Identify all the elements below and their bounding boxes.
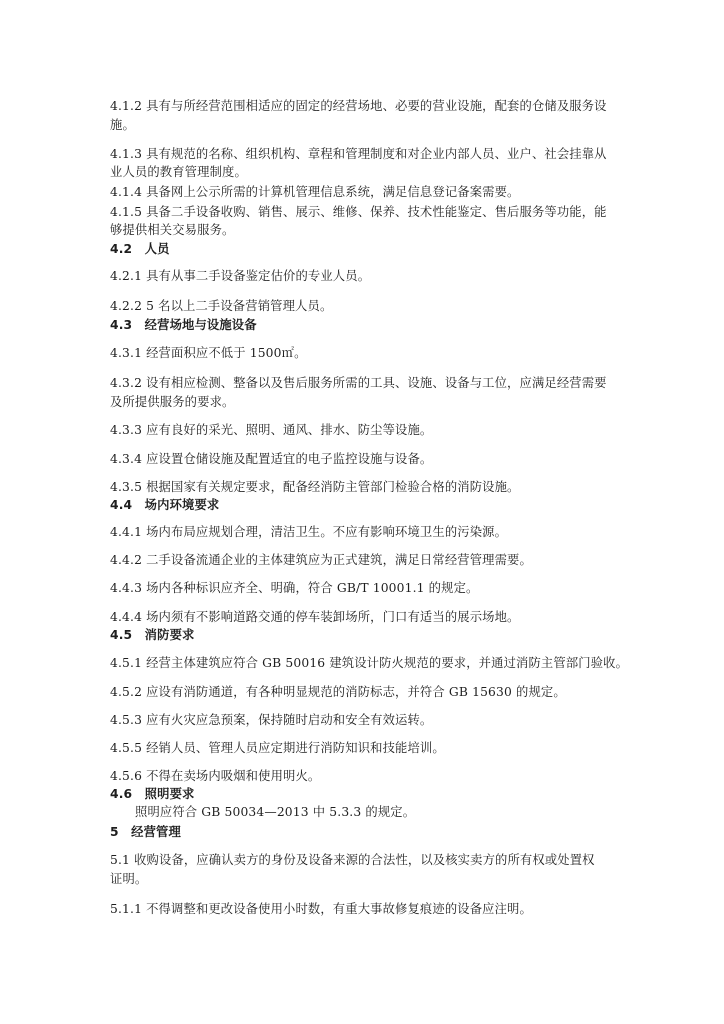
clause-5-1-line-2: 证明。 [110, 872, 148, 886]
clause-4-3-4: 4.3.4 应设置仓储设施及配置适宜的电子监控设施与设备。 [110, 452, 433, 466]
clause-4-4-4: 4.4.4 场内须有不影响道路交通的停车装卸场所，门口有适当的展示场地。 [110, 610, 520, 624]
clause-4-1-3-line-2: 业人员的教育管理制度。 [110, 165, 247, 179]
section-4-5-heading: 4.5 消防要求 [110, 628, 195, 642]
section-5-heading: 5 经营管理 [110, 825, 181, 839]
clause-4-1-5-line-1: 4.1.5 具备二手设备收购、销售、展示、维修、保养、技术性能鉴定、售后服务等功能，能 [110, 205, 607, 219]
clause-4-5-3: 4.5.3 应有火灾应急预案，保持随时启动和安全有效运转。 [110, 713, 433, 727]
clause-4-3-2-line-1: 4.3.2 设有相应检测、整备以及售后服务所需的工具、设施、设备与工位，应满足经营需要 [110, 376, 607, 390]
section-4-6-heading: 4.6 照明要求 [110, 787, 195, 801]
clause-4-3-2-line-2: 及所提供服务的要求。 [110, 395, 235, 409]
clause-4-1-2-line-2: 施。 [110, 118, 135, 132]
clause-4-1-3-line-1: 4.1.3 具有规范的名称、组织机构、章程和管理制度和对企业内部人员、业户、社会挂靠从 [110, 147, 607, 161]
clause-4-5-5: 4.5.5 经销人员、管理人员应定期进行消防知识和技能培训。 [110, 741, 445, 755]
clause-4-2-1: 4.2.1 具有从事二手设备鉴定估价的专业人员。 [110, 269, 371, 283]
clause-4-3-3: 4.3.3 应有良好的采光、照明、通风、排水、防尘等设施。 [110, 423, 433, 437]
section-4-4-heading: 4.4 场内环境要求 [110, 498, 220, 512]
clause-4-5-6: 4.5.6 不得在卖场内吸烟和使用明火。 [110, 769, 321, 783]
clause-4-1-4: 4.1.4 具备网上公示所需的计算机管理信息系统，满足信息登记备案需要。 [110, 185, 520, 199]
clause-4-5-2: 4.5.2 应设有消防通道，有各种明显规范的消防标志，并符合 GB 15630 的规定。 [110, 685, 566, 699]
clause-4-3-5: 4.3.5 根据国家有关规定要求，配备经消防主管部门检验合格的消防设施。 [110, 480, 520, 494]
clause-4-5-1: 4.5.1 经营主体建筑应符合 GB 50016 建筑设计防火规范的要求，并通过消防主管部门验收。 [110, 656, 629, 670]
clause-4-6-text: 照明应符合 GB 50034—2013 中 5.3.3 的规定。 [135, 805, 416, 819]
section-4-3-heading: 4.3 经营场地与设施设备 [110, 318, 257, 332]
clause-4-3-1: 4.3.1 经营面积应不低于 1500㎡。 [110, 346, 307, 360]
clause-4-1-5-line-2: 够提供相关交易服务。 [110, 223, 235, 237]
clause-4-4-2: 4.4.2 二手设备流通企业的主体建筑应为正式建筑，满足日常经营管理需要。 [110, 553, 532, 567]
clause-5-1-1: 5.1.1 不得调整和更改设备使用小时数，有重大事故修复痕迹的设备应注明。 [110, 902, 532, 916]
clause-4-4-3: 4.4.3 场内各种标识应齐全、明确，符合 GB/T 10001.1 的规定。 [110, 581, 479, 595]
clause-4-2-2: 4.2.2 5 名以上二手设备营销管理人员。 [110, 299, 333, 313]
section-4-2-heading: 4.2 人员 [110, 242, 170, 256]
clause-5-1-line-1: 5.1 收购设备，应确认卖方的身份及设备来源的合法性，以及核实卖方的所有权或处置权 [110, 853, 595, 867]
clause-4-1-2-line-1: 4.1.2 具有与所经营范围相适应的固定的经营场地、必要的营业设施，配套的仓储及服务设 [110, 99, 607, 113]
clause-4-4-1: 4.4.1 场内布局应规划合理，清洁卫生。不应有影响环境卫生的污染源。 [110, 525, 508, 539]
